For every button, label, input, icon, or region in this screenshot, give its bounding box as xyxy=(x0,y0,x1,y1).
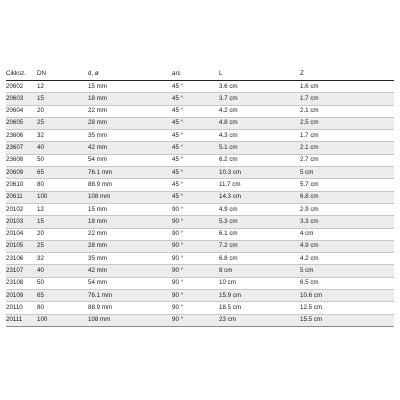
z-dimension-cell: 1.7 cm xyxy=(300,130,394,142)
z-dimension-cell: 4.9 cm xyxy=(300,240,394,252)
header-outer-diameter: d, ø xyxy=(88,66,172,81)
arc-angle-cell: 90 ° xyxy=(172,228,219,240)
nominal-diameter-cell: 40 xyxy=(37,142,88,154)
z-dimension-cell: 2.1 cm xyxy=(300,105,394,117)
nominal-diameter-cell: 25 xyxy=(37,240,88,252)
table-row xyxy=(6,154,394,166)
table-row xyxy=(6,105,394,117)
length-cell: 10.3 cm xyxy=(219,167,300,179)
arc-angle-cell: 90 ° xyxy=(172,240,219,252)
table-row xyxy=(6,130,394,142)
nominal-diameter-cell: 50 xyxy=(37,154,88,166)
header-arc-angle: arc xyxy=(172,66,219,81)
table-body xyxy=(6,81,394,327)
arc-angle-cell: 45 ° xyxy=(172,93,219,105)
z-dimension-cell: 2.1 cm xyxy=(300,142,394,154)
nominal-diameter-cell: 32 xyxy=(37,253,88,265)
length-cell: 4.3 cm xyxy=(219,130,300,142)
arc-angle-cell: 45 ° xyxy=(172,81,219,93)
item-number-cell: 20604 xyxy=(6,105,37,117)
table-row xyxy=(6,167,394,179)
table-header-row xyxy=(6,66,394,81)
table-row xyxy=(6,265,394,277)
fitting-dimensions-table xyxy=(6,66,394,327)
table-row xyxy=(6,240,394,252)
z-dimension-cell: 6.8 cm xyxy=(300,191,394,203)
table-row xyxy=(6,314,394,326)
outer-diameter-cell: 54 mm xyxy=(88,277,172,289)
length-cell: 4.8 cm xyxy=(219,117,300,129)
z-dimension-cell: 5 cm xyxy=(300,167,394,179)
arc-angle-cell: 45 ° xyxy=(172,154,219,166)
item-number-cell: 20610 xyxy=(6,179,37,191)
header-z-dimension: Z xyxy=(300,66,394,81)
length-cell: 11.7 cm xyxy=(219,179,300,191)
nominal-diameter-cell: 50 xyxy=(37,277,88,289)
table-row xyxy=(6,142,394,154)
item-number-cell: 20603 xyxy=(6,93,37,105)
z-dimension-cell: 3.3 cm xyxy=(300,216,394,228)
z-dimension-cell: 10.6 cm xyxy=(300,290,394,302)
length-cell: 14.3 cm xyxy=(219,191,300,203)
outer-diameter-cell: 28 mm xyxy=(88,117,172,129)
table-row xyxy=(6,216,394,228)
nominal-diameter-cell: 100 xyxy=(37,314,88,326)
item-number-cell: 23108 xyxy=(6,277,37,289)
item-number-cell: 20605 xyxy=(6,117,37,129)
arc-angle-cell: 90 ° xyxy=(172,314,219,326)
z-dimension-cell: 1.7 cm xyxy=(300,93,394,105)
item-number-cell: 20105 xyxy=(6,240,37,252)
outer-diameter-cell: 88.9 mm xyxy=(88,302,172,314)
outer-diameter-cell: 18 mm xyxy=(88,216,172,228)
nominal-diameter-cell: 15 xyxy=(37,216,88,228)
table-row xyxy=(6,228,394,240)
arc-angle-cell: 90 ° xyxy=(172,302,219,314)
table-row xyxy=(6,203,394,215)
item-number-cell: 20102 xyxy=(6,203,37,215)
outer-diameter-cell: 108 mm xyxy=(88,314,172,326)
arc-angle-cell: 45 ° xyxy=(172,191,219,203)
item-number-cell: 20602 xyxy=(6,81,37,93)
arc-angle-cell: 45 ° xyxy=(172,105,219,117)
header-nominal-diameter: DN xyxy=(37,66,88,81)
outer-diameter-cell: 28 mm xyxy=(88,240,172,252)
nominal-diameter-cell: 15 xyxy=(37,93,88,105)
arc-angle-cell: 90 ° xyxy=(172,203,219,215)
nominal-diameter-cell: 80 xyxy=(37,302,88,314)
outer-diameter-cell: 76.1 mm xyxy=(88,167,172,179)
nominal-diameter-cell: 20 xyxy=(37,105,88,117)
length-cell: 6.1 cm xyxy=(219,228,300,240)
length-cell: 6.8 cm xyxy=(219,253,300,265)
length-cell: 18.5 cm xyxy=(219,302,300,314)
table-row xyxy=(6,179,394,191)
product-spec-sheet xyxy=(6,66,394,327)
length-cell: 5.3 cm xyxy=(219,216,300,228)
nominal-diameter-cell: 12 xyxy=(37,203,88,215)
table-row xyxy=(6,302,394,314)
z-dimension-cell: 4.2 cm xyxy=(300,253,394,265)
item-number-cell: 23106 xyxy=(6,253,37,265)
outer-diameter-cell: 108 mm xyxy=(88,191,172,203)
nominal-diameter-cell: 32 xyxy=(37,130,88,142)
nominal-diameter-cell: 12 xyxy=(37,81,88,93)
z-dimension-cell: 15.5 cm xyxy=(300,314,394,326)
nominal-diameter-cell: 65 xyxy=(37,167,88,179)
z-dimension-cell: 1.6 cm xyxy=(300,81,394,93)
table-row xyxy=(6,277,394,289)
arc-angle-cell: 90 ° xyxy=(172,216,219,228)
item-number-cell: 20111 xyxy=(6,314,37,326)
arc-angle-cell: 90 ° xyxy=(172,277,219,289)
nominal-diameter-cell: 20 xyxy=(37,228,88,240)
item-number-cell: 20109 xyxy=(6,290,37,302)
arc-angle-cell: 45 ° xyxy=(172,130,219,142)
arc-angle-cell: 90 ° xyxy=(172,265,219,277)
item-number-cell: 20103 xyxy=(6,216,37,228)
z-dimension-cell: 2.7 cm xyxy=(300,154,394,166)
outer-diameter-cell: 22 mm xyxy=(88,105,172,117)
z-dimension-cell: 5.7 cm xyxy=(300,179,394,191)
length-cell: 6.2 cm xyxy=(219,154,300,166)
header-length: L xyxy=(219,66,300,81)
outer-diameter-cell: 76.1 mm xyxy=(88,290,172,302)
item-number-cell: 23607 xyxy=(6,142,37,154)
outer-diameter-cell: 35 mm xyxy=(88,130,172,142)
arc-angle-cell: 45 ° xyxy=(172,142,219,154)
z-dimension-cell: 2.9 cm xyxy=(300,203,394,215)
nominal-diameter-cell: 40 xyxy=(37,265,88,277)
outer-diameter-cell: 88.9 mm xyxy=(88,179,172,191)
outer-diameter-cell: 18 mm xyxy=(88,93,172,105)
length-cell: 3.7 cm xyxy=(219,93,300,105)
outer-diameter-cell: 42 mm xyxy=(88,142,172,154)
arc-angle-cell: 90 ° xyxy=(172,290,219,302)
outer-diameter-cell: 54 mm xyxy=(88,154,172,166)
item-number-cell: 20609 xyxy=(6,167,37,179)
outer-diameter-cell: 15 mm xyxy=(88,81,172,93)
item-number-cell: 23606 xyxy=(6,130,37,142)
nominal-diameter-cell: 100 xyxy=(37,191,88,203)
item-number-cell: 23608 xyxy=(6,154,37,166)
item-number-cell: 20110 xyxy=(6,302,37,314)
z-dimension-cell: 2.5 cm xyxy=(300,117,394,129)
item-number-cell: 20104 xyxy=(6,228,37,240)
outer-diameter-cell: 22 mm xyxy=(88,228,172,240)
length-cell: 4.2 cm xyxy=(219,105,300,117)
table-row xyxy=(6,290,394,302)
length-cell: 7.2 cm xyxy=(219,240,300,252)
header-item-number: Cikksz. xyxy=(6,66,37,81)
length-cell: 15.9 cm xyxy=(219,290,300,302)
length-cell: 10 cm xyxy=(219,277,300,289)
arc-angle-cell: 45 ° xyxy=(172,167,219,179)
nominal-diameter-cell: 25 xyxy=(37,117,88,129)
length-cell: 3.6 cm xyxy=(219,81,300,93)
arc-angle-cell: 45 ° xyxy=(172,179,219,191)
table-row xyxy=(6,191,394,203)
z-dimension-cell: 12.5 cm xyxy=(300,302,394,314)
outer-diameter-cell: 15 mm xyxy=(88,203,172,215)
nominal-diameter-cell: 65 xyxy=(37,290,88,302)
z-dimension-cell: 5 cm xyxy=(300,265,394,277)
outer-diameter-cell: 35 mm xyxy=(88,253,172,265)
table-row xyxy=(6,93,394,105)
z-dimension-cell: 6.5 cm xyxy=(300,277,394,289)
table-row xyxy=(6,81,394,93)
item-number-cell: 23107 xyxy=(6,265,37,277)
outer-diameter-cell: 42 mm xyxy=(88,265,172,277)
length-cell: 5.1 cm xyxy=(219,142,300,154)
length-cell: 4.9 cm xyxy=(219,203,300,215)
z-dimension-cell: 4 cm xyxy=(300,228,394,240)
arc-angle-cell: 90 ° xyxy=(172,253,219,265)
nominal-diameter-cell: 80 xyxy=(37,179,88,191)
table-row xyxy=(6,117,394,129)
table-row xyxy=(6,253,394,265)
length-cell: 23 cm xyxy=(219,314,300,326)
item-number-cell: 20611 xyxy=(6,191,37,203)
arc-angle-cell: 45 ° xyxy=(172,117,219,129)
length-cell: 8 cm xyxy=(219,265,300,277)
